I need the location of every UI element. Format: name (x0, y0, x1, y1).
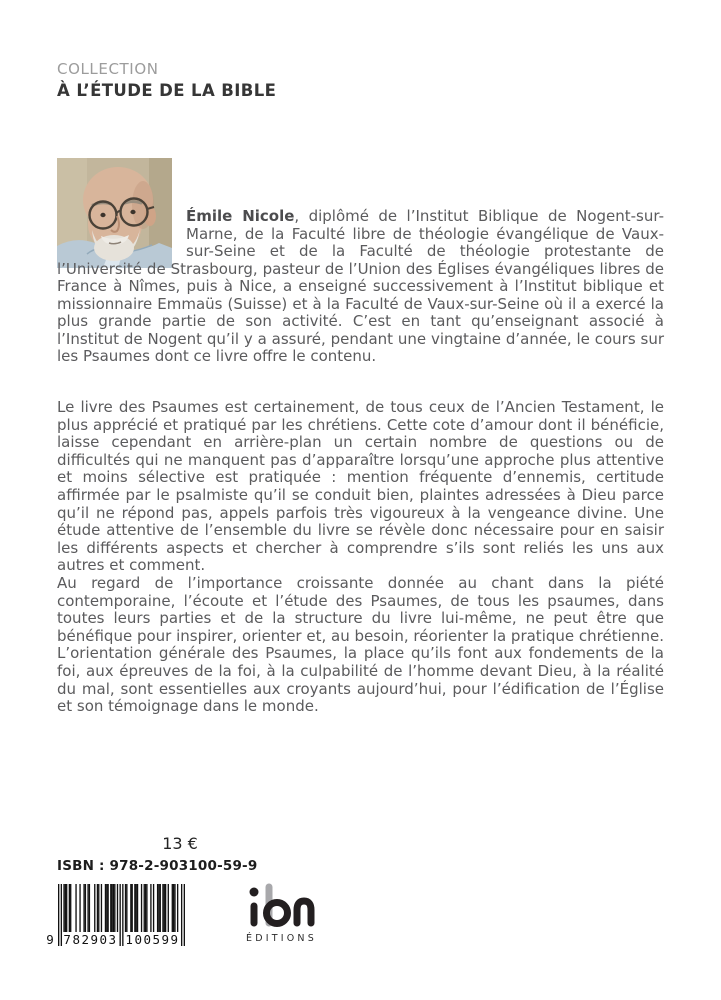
author-bio-section (57, 158, 664, 366)
barcode-digit-first: 9 (46, 932, 54, 947)
price-label: 13 € (162, 834, 198, 853)
author-bio-body: , diplômé de l’Institut Biblique de Nogent-sur-Marne, de la Faculté libre de théologie évangélique de Vaux-sur-Seine et de la Faculté de théologie protestante de l’Université de Strasbourg, pasteur de l’Union des Églises évangéliques libres de France à Nîmes, puis à Nice, a enseigné successivement à l’Institut biblique et missionnaire Emmaüs (Suisse) et à la Faculté de Vaux-sur-Seine où il a exercé la plus grande partie de son activité. C’est en tant qu’enseignant associé à l’Institut de Nogent qu’il y a assuré, pendant une vingtaine d’année, le cours sur les Psaumes dont ce livre offre le contenu. (57, 207, 664, 365)
collection-header (57, 60, 276, 101)
barcode-digits-left: 782903 (63, 932, 118, 947)
book-description (57, 399, 664, 716)
collection-label: COLLECTION (57, 60, 159, 78)
description-paragraph-2: Au regard de l’importance croissante donnée au chant dans la piété contemporaine, l’écoute et l’étude des Psaumes, de tous les psaumes, dans toutes leurs parties et de la structure du livre lui-même, ne peut être que bénéfique pour inspirer, orienter et, au besoin, réorienter la pratique chrétienne. L’orientation générale des Psaumes, la place qu’ils font aux fondements de la foi, aux épreuves de la foi, à la culpabilité de l’homme devant Dieu, à la réalité du mal, sont essentielles aux croyants aujourd’hui, pour l’édification de l’Église et son témoignage dans le monde. (57, 573, 664, 716)
description-paragraph-1: Le livre des Psaumes est certainement, de tous ceux de l’Ancien Testament, le plus apprécié et pratiqué par les chrétiens. Cette cote d’amour dont il bénéficie, laisse cependant en arrière-plan un certain nombre de questions ou de difficultés qui ne manquent pas d’apparaître lorsqu’une approche plus attentive et moins sélective est pratiquée : mention fréquente d’ennemis, certitude affirmée par le psalmiste qu’il se conduit bien, plaintes adressées à Dieu parce qu’il ne répond pas, appels parfois très vigoureux à la vengeance divine. Une étude attentive de l’ensemble du livre se révèle donc nécessaire pour en saisir les différents aspects et chercher à comprendre s’ils sont reliés les uns aux autres et comment. (57, 398, 664, 575)
isbn-label: ISBN : 978-2-903100-59-9 (57, 858, 258, 874)
author-photo (57, 158, 172, 268)
publisher-block (245, 882, 325, 944)
editions-label: ÉDITIONS (246, 933, 317, 944)
ean13-barcode (46, 884, 185, 947)
barcode-digits-right: 100599 (125, 932, 180, 947)
ibn-logo-icon (245, 882, 315, 928)
series-title: À L’ÉTUDE DE LA BIBLE (57, 81, 277, 100)
author-name: Émile Nicole (186, 207, 295, 225)
